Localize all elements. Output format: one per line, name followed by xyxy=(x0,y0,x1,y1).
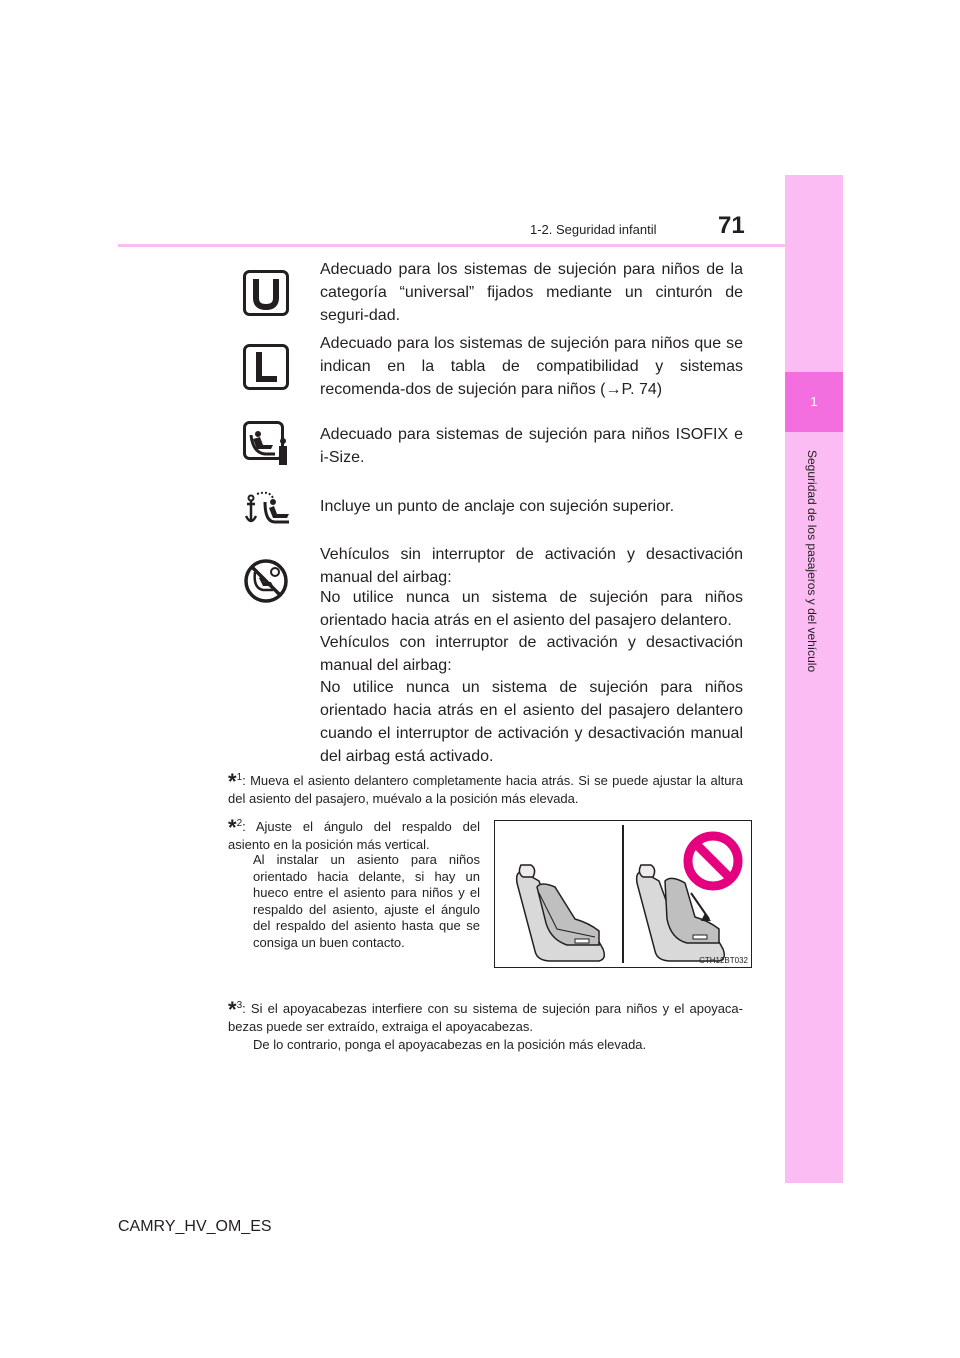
chapter-title: Seguridad de los pasajeros y del vehículo xyxy=(805,450,819,673)
L-letter-icon xyxy=(243,344,289,390)
seat-angle-figure xyxy=(494,820,752,968)
footnote-number: 3 xyxy=(236,1000,243,1011)
isofix-seat-icon xyxy=(243,421,289,467)
footnote-3 xyxy=(228,998,743,1035)
footnote-text: : Si el apoyacabezas interfiere con su sistema de sujeción para niños y el apoyaca-bezas puede ser extraído, extraiga el apoyacabezas. xyxy=(228,1001,743,1034)
row-description: No utilice nunca un sistema de sujeción para niños orientado hacia atrás en el asiento del pasajero delantero. xyxy=(320,589,743,629)
footnote-3-continued: De lo contrario, ponga el apoyacabezas en la posición más elevada. xyxy=(253,1037,647,1052)
row-description: Adecuado para sistemas de sujeción para niños ISOFIX e i-Size. xyxy=(320,426,743,466)
row-description: No utilice nunca un sistema de sujeción para niños orientado hacia atrás en el asiento del pasajero delantero cuando el interruptor de activación y desactivación manual del airbag está activado. xyxy=(320,679,743,765)
footnote-2 xyxy=(228,816,480,853)
row-description: Vehículos con interruptor de activación y desactivación manual del airbag: xyxy=(320,634,743,674)
asterisk-mark: * xyxy=(228,769,237,794)
header-rule xyxy=(118,244,785,247)
footnote-1 xyxy=(228,770,743,807)
chapter-side-tab xyxy=(785,175,843,1183)
footnote-text: : Ajuste el ángulo del respaldo del asiento en la posición más vertical. xyxy=(228,819,480,852)
footnote-text: : Mueva el asiento delantero completamente hacia atrás. Si se puede ajustar la altura del asiento del pasajero, muévalo a la posición más elevada. xyxy=(228,773,743,806)
footnote-number: 2 xyxy=(236,818,243,829)
asterisk-mark: * xyxy=(228,997,237,1022)
footnote-2-continued: Al instalar un asiento para niños orientado hacia delante, si hay un hueco entre el asiento para niños y el respaldo del asiento, ajuste el ángulo del respaldo del asiento hasta que se consiga un buen contacto. xyxy=(253,852,480,950)
section-title: 1-2. Seguridad infantil xyxy=(530,222,657,237)
U-letter-icon xyxy=(243,270,289,316)
row-description: Incluye un punto de anclaje con sujeción superior. xyxy=(320,498,675,515)
figure-code: CTH12BT032 xyxy=(699,956,748,965)
no-rearward-seat-icon xyxy=(243,558,289,604)
page-number: 71 xyxy=(718,212,745,239)
seat-illustration xyxy=(495,821,751,967)
document-code: CAMRY_HV_OM_ES xyxy=(118,1218,272,1235)
asterisk-mark: * xyxy=(228,815,237,840)
footnote-number: 1 xyxy=(236,772,243,783)
row-description: Adecuado para los sistemas de sujeción para niños que se indican en la tabla de compatibilidad y sistemas recomenda-dos de sujeción para niños (→P. 74) xyxy=(320,335,743,398)
chapter-number: 1 xyxy=(785,372,843,432)
row-description: Adecuado para los sistemas de sujeción para niños de la categoría “universal” fijados mediante un cinturón de seguri-dad. xyxy=(320,261,743,324)
prohibited-sign-icon xyxy=(688,836,738,886)
row-description: Vehículos sin interruptor de activación y desactivación manual del airbag: xyxy=(320,546,743,586)
seat-correct-illustration xyxy=(517,865,605,961)
top-tether-anchor-icon xyxy=(243,490,289,536)
seat-incorrect-illustration xyxy=(637,865,725,961)
